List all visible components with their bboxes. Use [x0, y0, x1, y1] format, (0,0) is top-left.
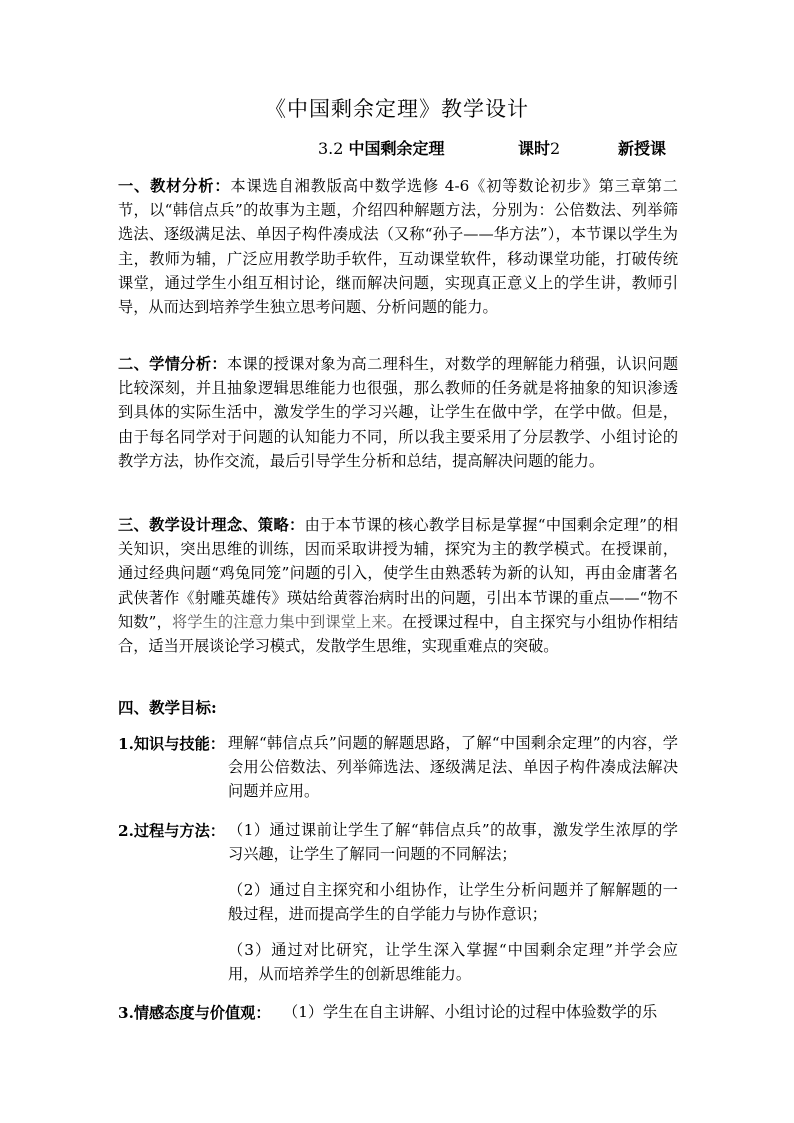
lesson-type: 新授课	[618, 139, 667, 158]
lesson-period	[518, 136, 560, 159]
section-body: 本课选自湘教版高中数学选修 4-6《初等数论初步》第三章第二节，以“韩信点兵”的故事为主题，介绍四种解题方法，分别为：公倍数法、列举筛选法、逐级满足法、单因子构件凑成法（又称“孙子——华方法”），本节课以学生为主，教师为辅，广泛应用教学助手软件，互动课堂软件，移动课堂功能，打破传统课堂，通过学生小组互相讨论，继而解决问题，实现真正意义上的学生讲，教师引导，从而达到培养学生独立思考问题、分析问题的能力。	[118, 177, 678, 317]
section-body: 本课的授课对象为高二理科生，对数学的理解能力稍强，认识问题比较深刻，并且抽象逻辑思维能力也很强，那么教师的任务就是将抽象的知识渗透到具体的实际生活中，激发学生的学习兴趣，让学生在做中学，在学中做。但是，由于每名同学对于问题的认知能力不同，所以我主要采用了分层教学、小组讨论的教学方法，协作交流，最后引导学生分析和总结，提高解决问题的能力。	[118, 355, 679, 470]
section-heading: 三、教学设计理念、策略：	[118, 516, 305, 534]
objective-attitude-label: 3.情感态度与价值观：	[118, 1004, 271, 1022]
section-number: 3.2	[318, 139, 344, 158]
document-title: 《中国剩余定理》教学设计	[265, 97, 529, 121]
section-body: 在授课过程中，自主探究与小组协作相结合，适当开展谈论学习模式，发散学生思维，实现重难点的突破。	[118, 612, 679, 656]
objective-knowledge-body: 理解“韩信点兵”问题的解题思路，了解“中国剩余定理”的内容，学会用公倍数法、列举筛选法、逐级满足法、单因子构件凑成法解决问题并应用。	[228, 734, 678, 801]
period-label: 课时	[518, 139, 551, 158]
objective-process-item-1: （1）通过课前让学生了解“韩信点兵”的故事，激发学生浓厚的学习兴趣，让学生了解同一问题的不同解法；	[228, 821, 678, 864]
objective-attitude-item-1: （1）学生在自主讲解、小组讨论的过程中体验数学的乐	[283, 1003, 658, 1021]
section-student-analysis	[118, 352, 678, 473]
section-design-philosophy	[118, 513, 678, 658]
objective-knowledge-label: 1.知识与技能：	[118, 735, 225, 753]
period-number: 2	[550, 139, 561, 158]
lesson-subtitle	[318, 136, 667, 159]
objective-process-label: 2.过程与方法：	[118, 822, 225, 840]
section-heading: 一、教材分析：	[118, 177, 231, 195]
lesson-name: 中国剩余定理	[348, 139, 445, 158]
section-heading: 二、学情分析：	[118, 355, 227, 373]
section-textbook-analysis	[118, 174, 678, 319]
objective-process-item-3: （3）通过对比研究，让学生深入掌握“中国剩余定理”并学会应用，从而培养学生的创新思维能力。	[228, 941, 678, 984]
objective-process-item-2: （2）通过自主探究和小组协作，让学生分析问题并了解解题的一般过程，进而提高学生的自学能力与协作意识；	[228, 881, 678, 924]
section-body-muted: 将学生的注意力集中到课堂上来。	[171, 612, 403, 631]
section-body: 由于本节课的核心教学目标是掌握“中国剩余定理”的相关知识，突出思维的训练，因而采取讲授为辅，探究为主的教学模式。在授课前，通过经典问题“鸡兔同笼”问题的引入，使学生由熟悉转为新的认知，再由金庸著名武侠著作《射雕英雄传》瑛姑给黄蓉治病时出的问题，引出本节课的重点——“物不知数”，	[118, 516, 679, 631]
section-objectives-heading: 四、教学目标:	[118, 698, 217, 717]
